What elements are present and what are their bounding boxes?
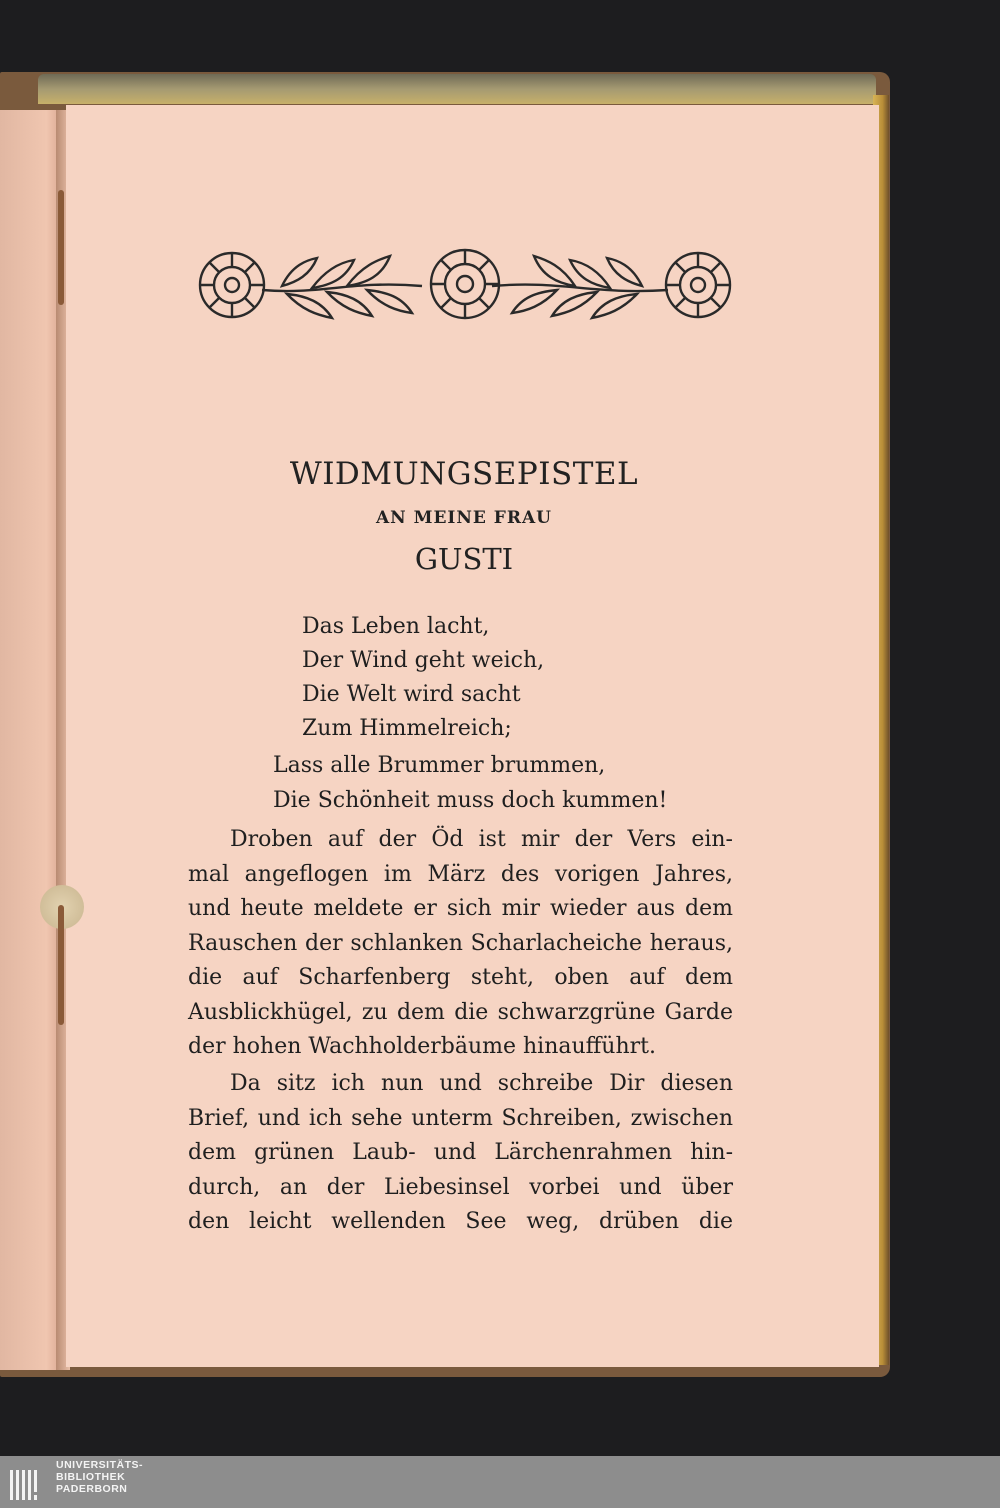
text-line: Da sitz ich nun und schreibe Dir diesen bbox=[230, 1071, 733, 1096]
library-name-line: UNIVERSITÄTS- bbox=[56, 1459, 144, 1471]
library-name-line: BIBLIOTHEK bbox=[56, 1471, 126, 1483]
text-line: und heute meldete er sich mir wieder aus dem bbox=[188, 896, 733, 921]
library-name-line: PADERBORN bbox=[56, 1483, 128, 1495]
text-line: dem grünen Laub- und Lärchenrahmen hin- bbox=[188, 1140, 733, 1165]
verse-line: Die Schönheit muss doch kummen! bbox=[273, 788, 668, 813]
text-line: Brief, und ich sehe unterm Schreiben, zwischen bbox=[188, 1105, 733, 1131]
text-line: durch, an der Liebesinsel vorbei und über bbox=[188, 1174, 733, 1200]
text-line: mal angeflogen im März des vorigen Jahres, bbox=[188, 861, 733, 887]
verse-line: Die Welt wird sacht bbox=[302, 682, 521, 707]
binding-thread-top bbox=[58, 190, 64, 305]
left-page bbox=[0, 110, 62, 1370]
page-title: WIDMUNGSEPISTEL bbox=[289, 456, 639, 492]
verse-line: Das Leben lacht, bbox=[302, 614, 490, 639]
verse-line: Zum Himmelreich; bbox=[302, 716, 512, 741]
library-footer-bar bbox=[0, 1456, 1000, 1508]
dedicatee-name: GUSTI bbox=[414, 542, 514, 576]
verse-line: Der Wind geht weich, bbox=[302, 648, 545, 673]
text-line: den leicht wellenden See weg, drüben die bbox=[188, 1209, 733, 1234]
text-line: die auf Scharfenberg steht, oben auf dem bbox=[188, 965, 733, 990]
library-name bbox=[56, 1459, 143, 1495]
floral-ornament-icon bbox=[192, 240, 738, 330]
dedication-line: AN MEINE FRAU bbox=[375, 508, 552, 528]
binding-thread-bottom bbox=[58, 905, 64, 1025]
paragraph-2 bbox=[188, 1067, 733, 1240]
text-line: Ausblickhügel, zu dem die schwarzgrüne Garde bbox=[188, 999, 733, 1025]
paragraph-1 bbox=[188, 823, 733, 1065]
book-top-edge bbox=[38, 74, 876, 104]
library-logo-icon bbox=[8, 1464, 48, 1504]
text-line: Rauschen der schlanken Scharlacheiche heraus, bbox=[188, 930, 733, 956]
text-line: Droben auf der Öd ist mir der Vers ein- bbox=[230, 827, 733, 852]
verse-line: Lass alle Brummer brummen, bbox=[273, 753, 606, 778]
text-line: der hohen Wachholderbäume hinaufführt. bbox=[188, 1034, 656, 1059]
